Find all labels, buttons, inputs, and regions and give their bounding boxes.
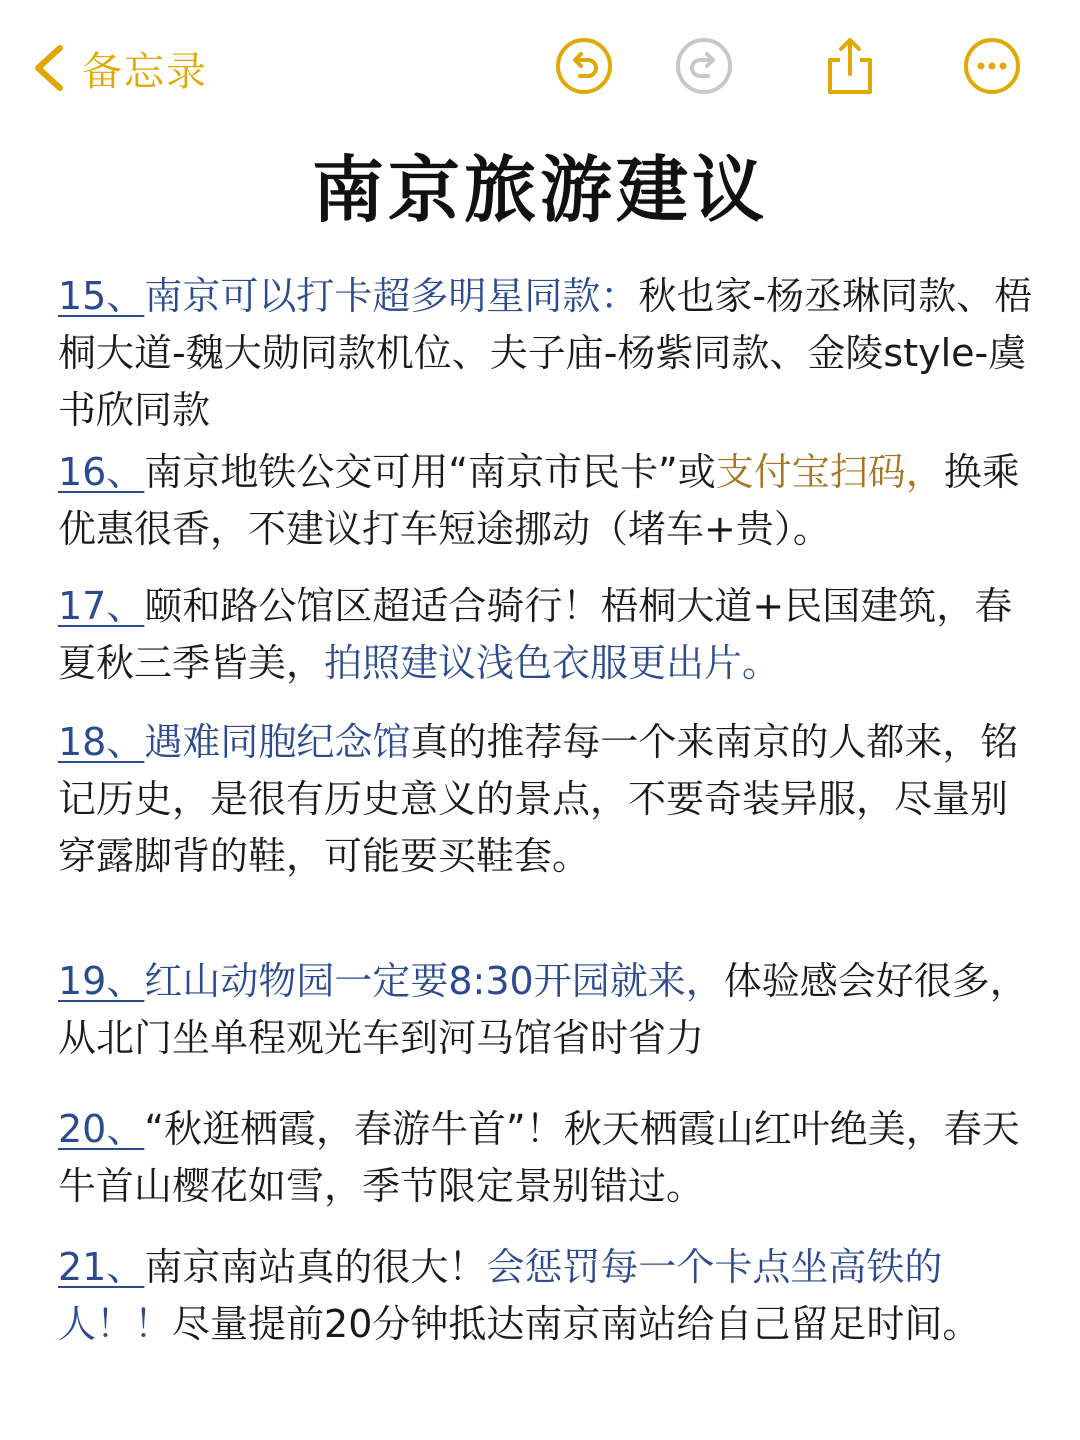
item-number: 16、 [58, 450, 145, 494]
item-text: 南京地铁公交可用“南京市民卡”或 [144, 450, 716, 494]
item-number: 17、 [58, 584, 145, 628]
list-item-16 [58, 444, 1043, 558]
undo-icon [554, 36, 614, 96]
share-icon [820, 36, 880, 96]
item-number: 18、 [58, 720, 145, 764]
item-number: 20、 [58, 1107, 145, 1151]
more-icon [962, 36, 1022, 96]
item-text: 换乘优惠很香，不建议打车短途挪动（堵车+贵）。 [58, 450, 1020, 551]
list-item-19 [58, 953, 1043, 1067]
item-highlight: 遇难同胞纪念馆 [144, 720, 411, 764]
navigation-bar [0, 0, 1080, 130]
item-number: 19、 [58, 959, 145, 1003]
item-text: 体验感会好很多，从北门坐单程观光车到河马馆省时省力 [58, 959, 1028, 1060]
item-highlight: 红山动物园一定要8:30开园就来， [144, 959, 724, 1003]
item-highlight: 支付宝扫码， [715, 450, 944, 494]
list-item-21 [58, 1239, 1043, 1353]
item-number: 15、 [58, 274, 145, 318]
note-body[interactable] [58, 268, 1043, 1353]
item-highlight: 会惩罚每一个卡点坐高铁的人！！ [58, 1245, 943, 1346]
redo-icon [674, 36, 734, 96]
item-text: “秋逛栖霞，春游牛首”！秋天栖霞山红叶绝美，春天牛首山樱花如雪，季节限定景别错过。 [58, 1107, 1020, 1208]
more-button[interactable] [962, 36, 1022, 96]
item-text: 南京南站真的很大！ [144, 1245, 487, 1289]
item-text: 秋也家-杨丞琳同款、梧桐大道-魏大勋同款机位、夫子庙-杨紫同款、金陵style-虞书欣同款 [58, 274, 1033, 432]
item-text: 颐和路公馆区超适合骑行！梧桐大道+民国建筑，春夏秋三季皆美， [58, 584, 1013, 685]
item-highlight: 南京可以打卡超多明星同款： [144, 274, 639, 318]
list-item-20 [58, 1101, 1043, 1215]
item-text: 真的推荐每一个来南京的人都来，铭记历史，是很有历史意义的景点，不要奇装异服，尽量别穿露脚背的鞋，可能要买鞋套。 [58, 720, 1019, 878]
list-item-17 [58, 578, 1043, 692]
undo-button[interactable] [554, 36, 614, 96]
list-item-18 [58, 714, 1043, 885]
chevron-left-icon [30, 42, 68, 94]
list-item-15 [58, 268, 1043, 439]
item-highlight: 拍照建议浅色衣服更出片。 [324, 641, 781, 685]
back-button[interactable] [30, 38, 208, 98]
note-title: 南京旅游建议 [311, 148, 768, 232]
redo-button[interactable] [674, 36, 734, 96]
item-text: 尽量提前20分钟抵达南京南站给自己留足时间。 [172, 1302, 981, 1346]
back-label: 备忘录 [82, 48, 208, 95]
item-number: 21、 [58, 1245, 145, 1289]
share-button[interactable] [820, 36, 880, 96]
